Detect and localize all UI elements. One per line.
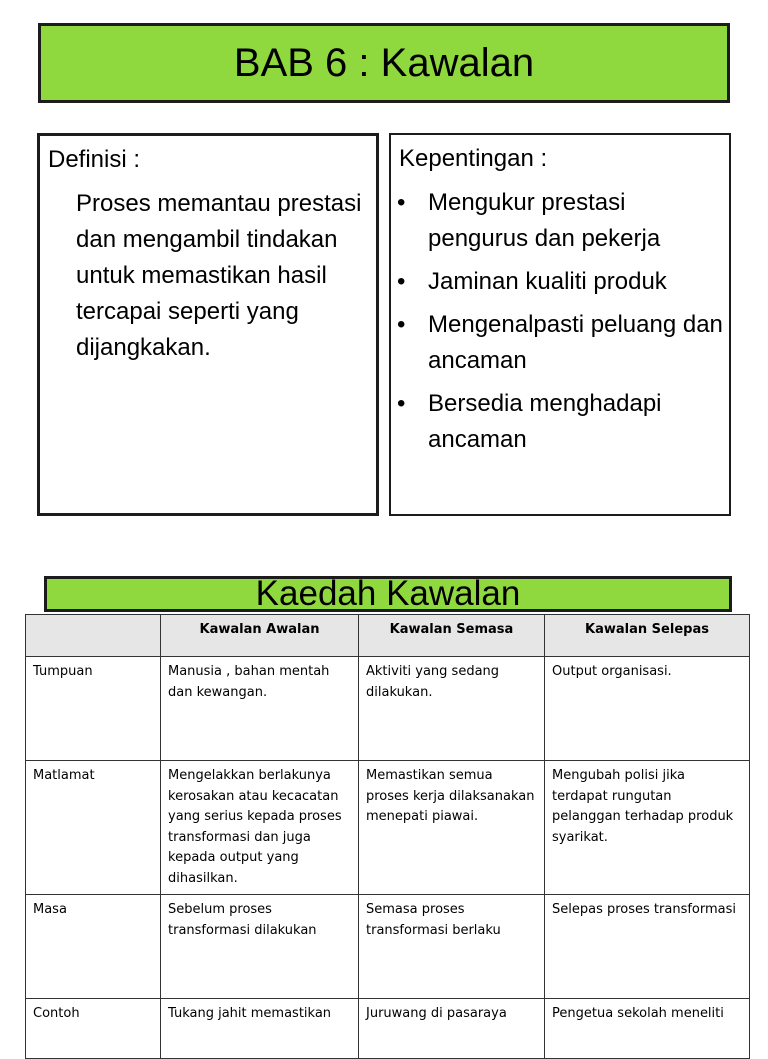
row-label: Masa bbox=[26, 895, 161, 999]
table-cell: Juruwang di pasaraya bbox=[359, 999, 545, 1059]
definition-box bbox=[37, 133, 379, 516]
header-cell: Kawalan Semasa bbox=[359, 615, 545, 657]
bullet-icon: • bbox=[397, 189, 406, 216]
definition-text: Proses memantau prestasi dan mengambil tindakan untuk memastikan hasil tercapai seperti yang dijangkakan. bbox=[76, 190, 362, 361]
importance-box bbox=[389, 133, 731, 516]
methods-table bbox=[25, 614, 750, 1059]
bullet-icon: • bbox=[397, 390, 406, 417]
table-cell: Tukang jahit memastikan bbox=[161, 999, 359, 1059]
methods-title: Kaedah Kawalan bbox=[255, 576, 521, 612]
header-cell: Kawalan Selepas bbox=[545, 615, 750, 657]
row-label: Tumpuan bbox=[26, 657, 161, 761]
header-cell bbox=[26, 615, 161, 657]
importance-item: • Mengukur prestasi pengurus dan pekerja bbox=[391, 185, 726, 257]
importance-item: • Jaminan kualiti produk bbox=[391, 264, 726, 300]
table-row bbox=[26, 895, 750, 999]
table-cell: Sebelum proses transformasi dilakukan bbox=[161, 895, 359, 999]
table-cell: Aktiviti yang sedang dilakukan. bbox=[359, 657, 545, 761]
importance-heading: Kepentingan : bbox=[399, 145, 548, 172]
table-header-row bbox=[26, 615, 750, 657]
table-row bbox=[26, 999, 750, 1059]
bullet-icon: • bbox=[397, 311, 406, 338]
row-label: Contoh bbox=[26, 999, 161, 1059]
table-cell: Memastikan semua proses kerja dilaksanakan menepati piawai. bbox=[359, 761, 545, 895]
table-cell: Manusia , bahan mentah dan kewangan. bbox=[161, 657, 359, 761]
page-title: BAB 6 : Kawalan bbox=[233, 41, 535, 85]
table-cell: Pengetua sekolah meneliti bbox=[545, 999, 750, 1059]
definition-heading: Definisi : bbox=[48, 146, 141, 173]
table-row bbox=[26, 657, 750, 761]
importance-list bbox=[391, 185, 726, 465]
title-banner bbox=[38, 23, 730, 103]
table-row bbox=[26, 761, 750, 895]
importance-item: • Bersedia menghadapi ancaman bbox=[391, 386, 726, 458]
table-cell: Mengelakkan berlakunya kerosakan atau kecacatan yang serius kepada proses transformasi dan juga kepada output yang dihasilkan. bbox=[161, 761, 359, 895]
row-label: Matlamat bbox=[26, 761, 161, 895]
table-cell: Selepas proses transformasi bbox=[545, 895, 750, 999]
bullet-icon: • bbox=[397, 268, 406, 295]
header-cell: Kawalan Awalan bbox=[161, 615, 359, 657]
table-cell: Mengubah polisi jika terdapat rungutan pelanggan terhadap produk syarikat. bbox=[545, 761, 750, 895]
table-cell: Output organisasi. bbox=[545, 657, 750, 761]
methods-banner bbox=[44, 576, 732, 612]
importance-item: • Mengenalpasti peluang dan ancaman bbox=[391, 307, 726, 379]
table-cell: Semasa proses transformasi berlaku bbox=[359, 895, 545, 999]
